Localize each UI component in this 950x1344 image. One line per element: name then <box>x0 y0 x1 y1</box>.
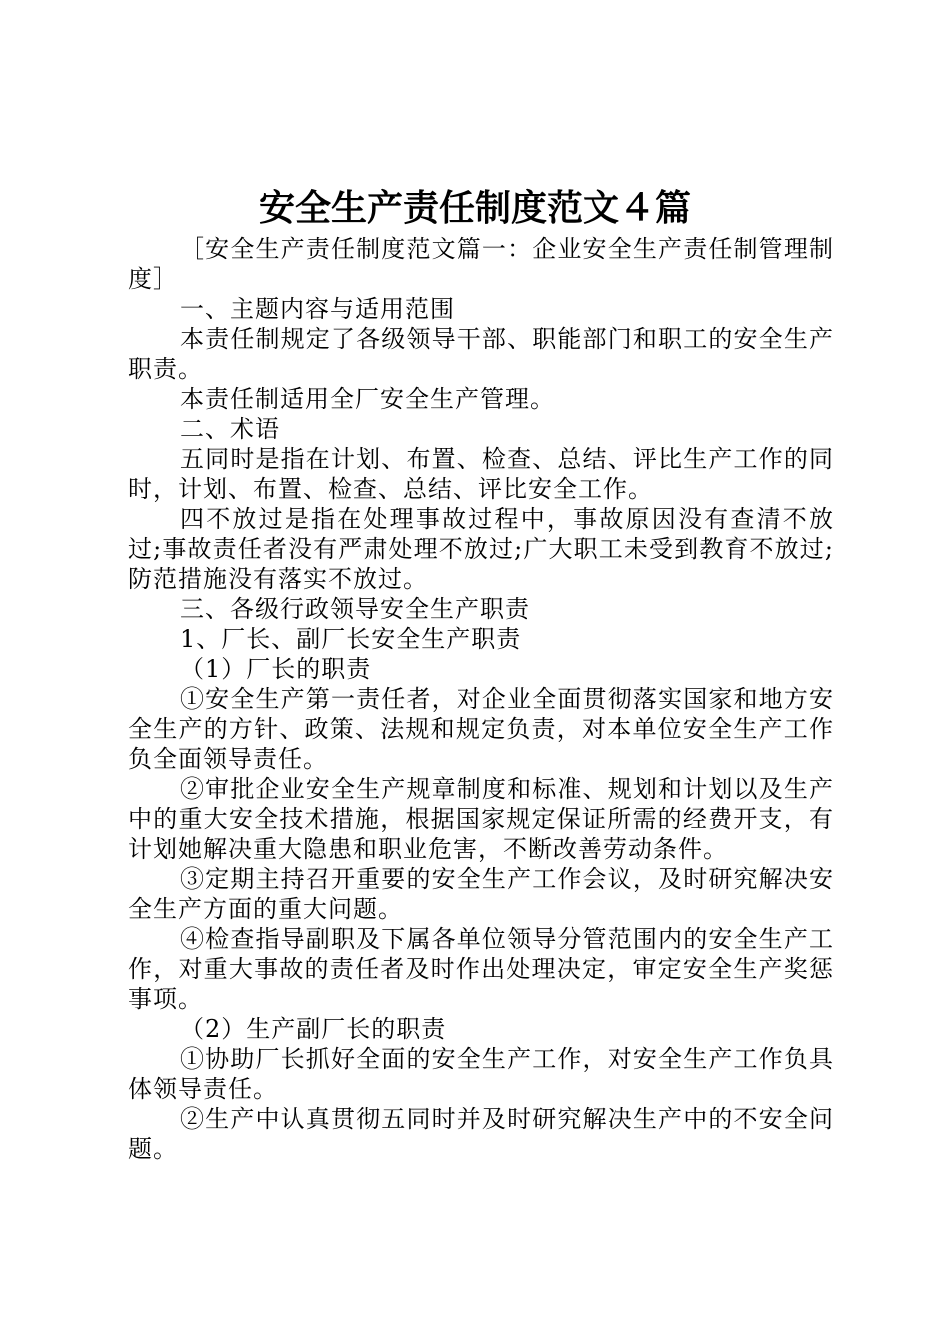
section-heading-article-one: ［安全生产责任制度范文篇一：企业安全生产责任制管理制度］ <box>128 235 834 293</box>
paragraph-scope-application: 本责任制适用全厂安全生产管理。 <box>180 385 555 413</box>
section-heading-terms: 二、术语 <box>180 415 280 443</box>
document-body <box>128 234 834 1164</box>
subsection-heading-director: （1）厂长的职责 <box>180 655 372 683</box>
paragraph-term-four-not-let-go: 四不放过是指在处理事故过程中，事故原因没有查清不放过;事故责任者没有严肃处理不放过;广大职工未受到教育不放过;防范措施没有落实不放过。 <box>128 505 834 593</box>
subsection-heading-director-duties: 1、厂长、副厂长安全生产职责 <box>180 625 522 653</box>
list-item-director-3: ③定期主持召开重要的安全生产工作会议，及时研究解决安全生产方面的重大问题。 <box>128 865 834 923</box>
document-title: 安全生产责任制度范文４篇 <box>258 187 691 229</box>
paragraph-scope-definition: 本责任制规定了各级领导干部、职能部门和职工的安全生产职责。 <box>128 325 834 383</box>
list-item-director-2: ②审批企业安全生产规章制度和标准、规划和计划以及生产中的重大安全技术措施，根据国家规定保证所需的经费开支，有计划她解决重大隐患和职业危害，不断改善劳动条件。 <box>128 775 834 863</box>
list-item-director-1: ①安全生产第一责任者，对企业全面贯彻落实国家和地方安全生产的方针、政策、法规和规定负责，对本单位安全生产工作负全面领导责任。 <box>128 685 834 773</box>
list-item-deputy-2: ②生产中认真贯彻五同时并及时研究解决生产中的不安全问题。 <box>128 1105 834 1163</box>
subsection-heading-deputy-director: （2）生产副厂长的职责 <box>180 1015 447 1043</box>
list-item-director-4: ④检查指导副职及下属各单位领导分管范围内的安全生产工作，对重大事故的责任者及时作出处理决定，审定安全生产奖惩事项。 <box>128 925 834 1013</box>
list-item-deputy-1: ①协助厂长抓好全面的安全生产工作，对安全生产工作负具体领导责任。 <box>128 1045 834 1103</box>
section-heading-leader-duties: 三、各级行政领导安全生产职责 <box>180 595 530 623</box>
section-heading-scope: 一、主题内容与适用范围 <box>180 295 455 323</box>
paragraph-term-five-simultaneous: 五同时是指在计划、布置、检查、总结、评比生产工作的同时，计划、布置、检查、总结、评比安全工作。 <box>128 445 834 503</box>
